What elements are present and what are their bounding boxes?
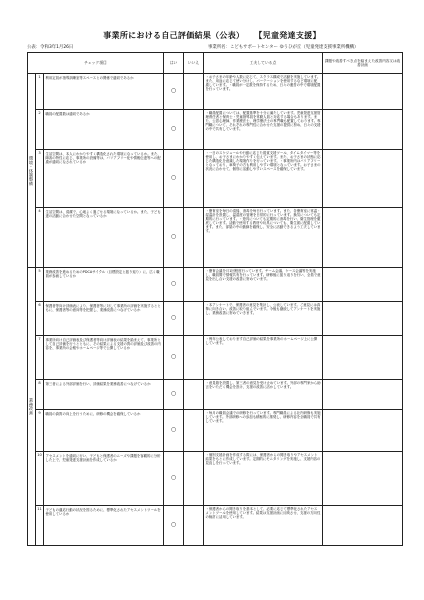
header-check: チェック項目 xyxy=(28,53,164,74)
improve-text: ・職員配置については、配置基準を十分に満たしています。児童発達支援管理責任者と保育士・児童指導員を常勤人員と対応する場合もあります。また、公認心理師、作業療法士、理学療法士の専門職も配置しております。専門職について、それぞれの専門性に合わせた支援の提供に努め、日々の支援の中で共有しています。 xyxy=(204,110,323,150)
title-service: 【児童発達支援】 xyxy=(258,31,321,40)
yes-mark: ○ xyxy=(164,150,184,208)
facility-name: 事業所名：こどもサポートセンター ゆうひが丘（児童発達支援事業所機構） xyxy=(208,45,359,50)
yes-mark: ○ xyxy=(164,452,184,506)
issues-text xyxy=(323,150,403,208)
yes-mark: ○ xyxy=(164,410,184,452)
table-row xyxy=(28,336,403,380)
issues-text xyxy=(323,302,403,336)
no-mark xyxy=(184,302,204,336)
row-number: 8 xyxy=(36,380,44,410)
no-mark xyxy=(184,110,204,150)
table-row xyxy=(28,410,403,452)
no-mark xyxy=(184,452,204,506)
table-row xyxy=(28,452,403,506)
yes-mark: ○ xyxy=(164,506,184,546)
page-title xyxy=(0,30,424,41)
improve-text: ・療育会議を月1回程度行っています。チーム会議、ケース会議等を実施し、職員間で情報共有を行っています。研修後に振り返りを行い、全員で意見を出し合い支援の改善に努めています。 xyxy=(204,268,323,302)
header-no: いいえ xyxy=(184,53,204,74)
improve-text: ・お子さまの年齢や人数に応じて、スクラス構成で活動を実施しています。また、用途に応じて使い分けし、パーテーションを使用するなど環境に配慮しています。・職員が一定数を保持するため、日々の運営の中で環境配置を行っています。 xyxy=(204,74,323,110)
table-row xyxy=(28,208,403,268)
issues-text xyxy=(323,452,403,506)
no-mark xyxy=(184,336,204,380)
issues-text xyxy=(323,380,403,410)
title-main: 事業所における自己評価結果（公表） xyxy=(103,31,245,40)
check-item: 利用定員が指導訓練室等スペースとの関係で適切であるか xyxy=(44,74,164,110)
improve-text: ・本アンケートで、保護者の意見を集計し、公表しています。ご意見には真摯に向き合い、改善に取り組んでいます。今後も継続してアンケートを実施し、業務改善に努めていきます。 xyxy=(204,302,323,336)
table-row xyxy=(28,302,403,336)
check-item: 職員の資質の向上を行うために、研修の機会を確保しているか xyxy=(44,410,164,452)
improve-text: ・個別支援計画を作成する際には、保護者からの聞き取りやアセスメント結果をもとに作成しています。定期的にモニタリングを実施し、支援内容の見直しを行っています。 xyxy=(204,452,323,506)
check-item: 職員の配置数は適切であるか xyxy=(44,110,164,150)
no-mark xyxy=(184,150,204,208)
issues-text xyxy=(323,506,403,546)
no-mark xyxy=(184,506,204,546)
table-row xyxy=(28,268,403,302)
row-number: 1 xyxy=(36,74,44,110)
row-number: 9 xyxy=(36,410,44,452)
no-mark xyxy=(184,268,204,302)
evaluation-table xyxy=(27,52,403,546)
row-number: 6 xyxy=(36,302,44,336)
table-row xyxy=(28,110,403,150)
yes-mark: ○ xyxy=(164,336,184,380)
issues-text xyxy=(323,110,403,150)
issues-text xyxy=(323,336,403,380)
yes-mark: ○ xyxy=(164,380,184,410)
improve-text: ・例年公表しております自己評価の結果を事業所のホームページ上に公開しています。 xyxy=(204,336,323,380)
row-number: 11 xyxy=(36,506,44,546)
issues-text xyxy=(323,74,403,110)
no-mark xyxy=(184,410,204,452)
issues-text xyxy=(323,208,403,268)
check-item: 生活空間は、清潔で、心地よく過ごせる環境になっているか。また、子ども達の活動に合わせた空間となっているか xyxy=(44,208,164,268)
no-mark xyxy=(184,380,204,410)
improve-text: ・毎月の職員会議での研修を行っています。専門職員による社内研修も実施しています。外部研修への参加も積極的に推奨し、研修内容を全職員で共有しています。 xyxy=(204,410,323,452)
header-issues: 課題や改善すべき点を踏まえた改善内容又は改善計画 xyxy=(323,53,403,74)
improve-text: ・療育室を毎日の清掃、消毒を毎日行っています。また、各療育室に常温・湿温計を設置し、温湿度の管理を日常的に行っています。換気についても定期的に行っています。・遊具についても定期的に消毒を行い、衛生管理を徹底しています。活動で使用する教材や玩具についても、衛生面に配慮しています。また、部屋の中の動線を確保し、安全に活動できるよう工夫しています。 xyxy=(204,208,323,268)
table-row xyxy=(28,150,403,208)
improve-text: ・意見箱を設置し、第三者の意見を受け止めています。外部の専門家から助言をいただく機会を設け、支援の改善に活かしています。 xyxy=(204,380,323,410)
check-item: 業務改善を進めるためのPDCAサイクル（目標設定と振り返り）に、広く職員が参画しているか xyxy=(44,268,164,302)
no-mark xyxy=(184,208,204,268)
issues-text xyxy=(323,410,403,452)
table-row xyxy=(28,74,403,110)
yes-mark: ○ xyxy=(164,110,184,150)
yes-mark: ○ xyxy=(164,74,184,110)
table-row xyxy=(28,380,403,410)
check-item: 事業所向け自己評価表及び保護者等向け評価表の結果を踏まえて、事業所として自己評価を行うとともに、その結果による支援の質の評価及び改善の内容を、事業所の会報やホームページ等で公開しているか xyxy=(44,336,164,380)
header-improve: 工夫している点 xyxy=(204,53,323,74)
yes-mark: ○ xyxy=(164,208,184,268)
check-item: 生活空間は、本人にわかりやすく構造化された環境になっているか。また、障害の特性に応じ、事業所の設備等は、バリアフリー化や情報伝達等への配慮が適切になされているか xyxy=(44,150,164,208)
yes-mark: ○ xyxy=(164,268,184,302)
check-item: 保護者等向け評価表により、保護者等に対して事業所の評価を実施するとともに、保護者等の意向等を把握し、業務改善につなげているか xyxy=(44,302,164,336)
yes-mark: ○ xyxy=(164,302,184,336)
row-number: 2 xyxy=(36,110,44,150)
check-item: 第三者による外部評価を行い、評価結果を業務改善につなげているか xyxy=(44,380,164,410)
table-header-row xyxy=(28,53,403,74)
row-number: 10 xyxy=(36,452,44,506)
check-item: アセスメントを適切に行い、子どもと保護者のニーズや課題を客観的に分析した上で、児童発達支援計画を作成しているか xyxy=(44,452,164,506)
category-environment: 環境・体制整備 xyxy=(28,74,36,268)
no-mark xyxy=(184,74,204,110)
improve-text: ・一日のスケジュールや行動に応じた視覚支援ツール、タイムタイマー等を使用し、お子さまにわかりやすく伝えています。また、お子さまの状態に応じた構造化を意識した環境作りを行っています。・事業所内はバリアフリーとなっており、車椅子の方も利用しやすい環境となっています。お子さまの状況に合わせて、個別に活動しやすいスペースを確保しています。 xyxy=(204,150,323,208)
category-process: 業務改善 xyxy=(28,268,36,546)
row-number: 4 xyxy=(36,208,44,268)
row-number: 3 xyxy=(36,150,44,208)
check-item: 子どもの適応行動の状況を図るために、標準化されたアセスメントツールを使用しているか xyxy=(44,506,164,546)
row-number: 5 xyxy=(36,268,44,302)
header-yes: はい xyxy=(164,53,184,74)
publication-date: 公表：令和3年1月26日 xyxy=(27,45,74,50)
issues-text xyxy=(323,268,403,302)
table-row xyxy=(28,506,403,546)
row-number: 7 xyxy=(36,336,44,380)
improve-text: ・保護者からの聞き取りを基本として、必要に応じて標準化されたアセスメントツールを使用しています。結果は支援計画に反映させ、支援の方向性の検討に活用しています。 xyxy=(204,506,323,546)
